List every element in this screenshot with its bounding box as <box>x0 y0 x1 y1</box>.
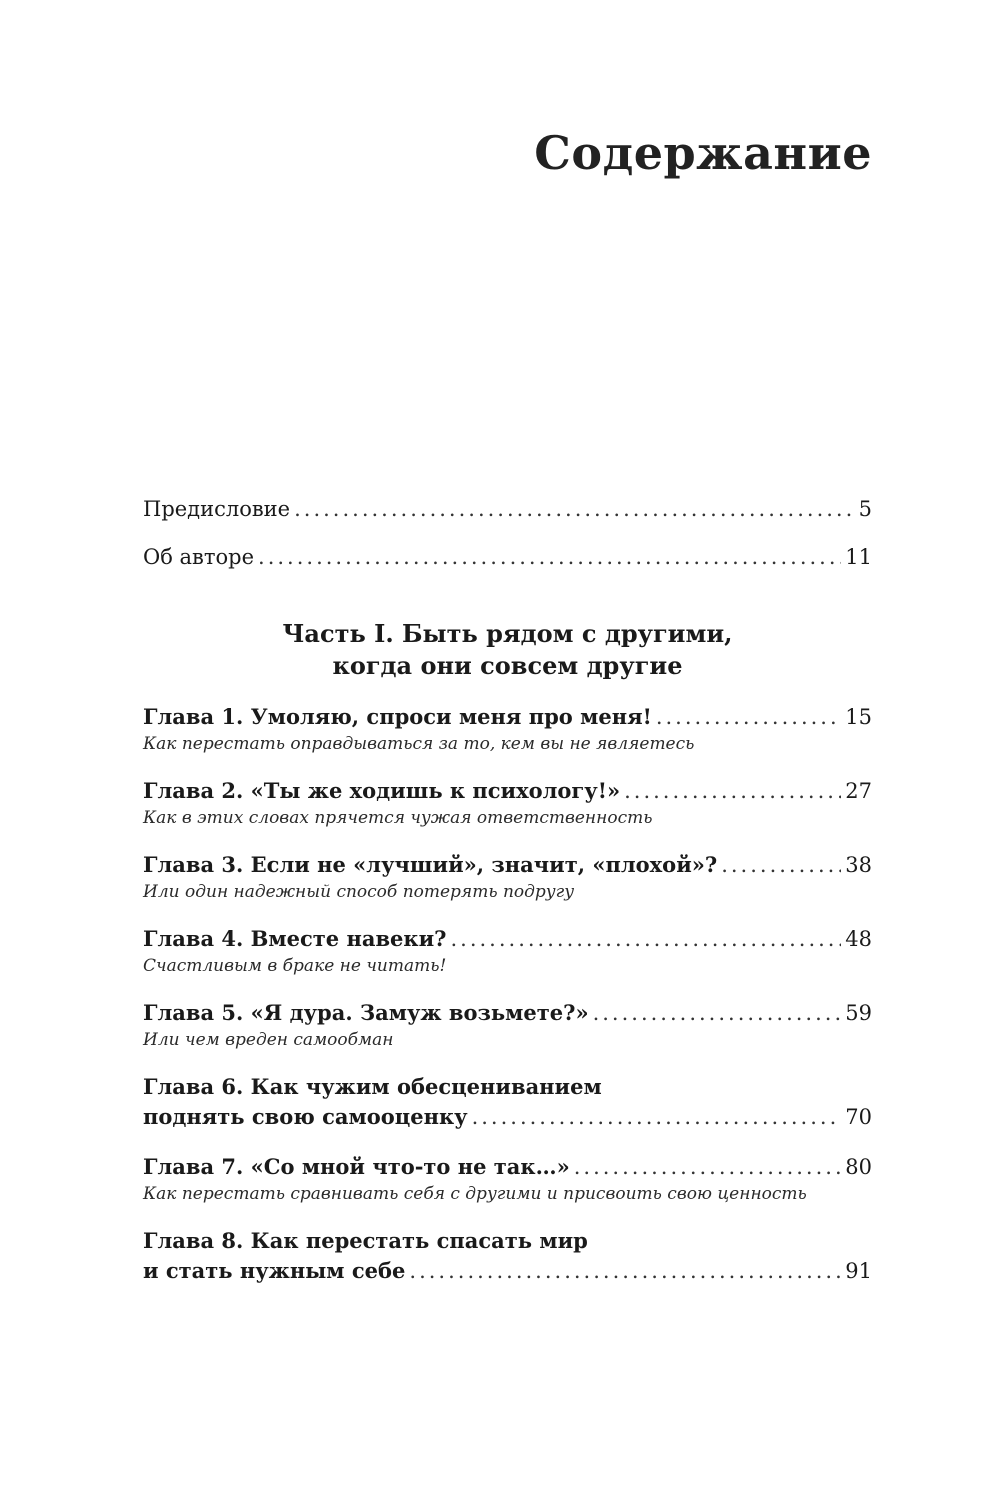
toc-page-number: 70 <box>845 1105 872 1129</box>
dot-leader <box>721 850 841 880</box>
toc-page-number: 91 <box>845 1259 872 1283</box>
toc-page-number: 59 <box>845 1001 872 1025</box>
dot-leader <box>409 1256 841 1286</box>
chapter-title: Глава 3. Если не «лучший», значит, «плохой»? <box>143 852 718 877</box>
table-of-contents <box>143 494 872 1306</box>
page-title: Содержание <box>534 126 872 180</box>
chapter-title: Глава 4. Вместе навеки? <box>143 926 447 951</box>
toc-entry-label: Предисловие <box>143 497 291 521</box>
toc-entry-about-author[interactable] <box>143 542 872 572</box>
chapter-subtitle: Или чем вреден самообман <box>143 1030 394 1050</box>
dot-leader <box>472 1102 842 1132</box>
dot-leader <box>624 776 841 806</box>
chapter-title: Глава 2. «Ты же ходишь к психологу!» <box>143 778 621 803</box>
chapter-title: Глава 7. «Со мной что-то не так…» <box>143 1154 570 1179</box>
toc-chapter-3[interactable] <box>143 850 872 904</box>
toc-chapter-1[interactable] <box>143 702 872 756</box>
dot-leader <box>450 924 841 954</box>
chapter-title-line: Глава 8. Как перестать спасать мир <box>143 1228 588 1253</box>
chapter-subtitle: Как в этих словах прячется чужая ответственность <box>143 808 653 828</box>
toc-page-number: 5 <box>858 497 872 521</box>
part-heading <box>143 618 872 682</box>
toc-chapter-6[interactable] <box>143 1072 872 1132</box>
chapter-subtitle: Как перестать сравнивать себя с другими и присвоить свою ценность <box>143 1184 807 1204</box>
chapter-title: Глава 1. Умоляю, спроси меня про меня! <box>143 704 652 729</box>
toc-entry-label: Об авторе <box>143 545 255 569</box>
chapter-title: и стать нужным себе <box>143 1258 406 1283</box>
toc-chapter-5[interactable] <box>143 998 872 1052</box>
dot-leader <box>574 1152 842 1182</box>
toc-page-number: 11 <box>845 545 872 569</box>
toc-page-number: 15 <box>845 705 872 729</box>
toc-page-number: 27 <box>845 779 872 803</box>
dot-leader <box>593 998 842 1028</box>
toc-chapter-2[interactable] <box>143 776 872 830</box>
dot-leader <box>258 542 841 572</box>
dot-leader <box>656 702 841 732</box>
dot-leader <box>294 494 855 524</box>
chapter-subtitle: Или один надежный способ потерять подругу <box>143 882 575 902</box>
part-heading-line: Часть I. Быть рядом с другими, <box>282 619 733 648</box>
part-heading-line: когда они совсем другие <box>332 651 683 680</box>
toc-page-number: 48 <box>845 927 872 951</box>
chapter-subtitle: Как перестать оправдываться за то, кем вы не являетесь <box>143 734 695 754</box>
toc-page-number: 38 <box>845 853 872 877</box>
chapter-title: поднять свою самооценку <box>143 1104 468 1129</box>
chapter-title-line: Глава 6. Как чужим обесцениванием <box>143 1074 602 1099</box>
chapter-title: Глава 5. «Я дура. Замуж возьмете?» <box>143 1000 589 1025</box>
toc-chapter-4[interactable] <box>143 924 872 978</box>
chapter-subtitle: Счастливым в браке не читать! <box>143 956 447 976</box>
toc-entry-preface[interactable] <box>143 494 872 524</box>
toc-chapter-7[interactable] <box>143 1152 872 1206</box>
toc-chapter-8[interactable] <box>143 1226 872 1286</box>
toc-page-number: 80 <box>845 1155 872 1179</box>
